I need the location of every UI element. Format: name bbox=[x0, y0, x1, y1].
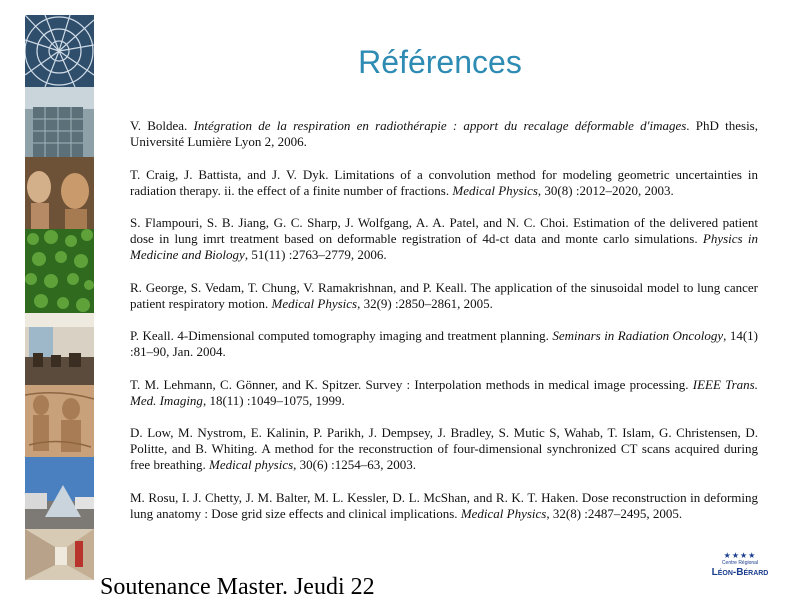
logo-name: Léon-Bérard bbox=[711, 567, 769, 578]
stone-sculpture-image bbox=[25, 157, 94, 229]
reference-item bbox=[130, 490, 758, 522]
photo-glass-atrium bbox=[25, 15, 94, 87]
slide-title: Références bbox=[358, 44, 522, 80]
stone-relief-image bbox=[25, 385, 94, 457]
photo-ivy-wall bbox=[25, 229, 94, 313]
reference-text: M. Rosu, I. J. Chetty, J. M. Balter, M. L. Kessler, D. L. McShan, and R. K. T. Haken. Dose reconstruction in deforming lung anatomy : Dose grid size effects and clinical implications. Medical Physics, 32(8) :2487–2495, 2005. bbox=[130, 489, 758, 521]
reference-text: P. Keall. 4-Dimensional computed tomography imaging and treatment planning. Seminars in Radiation Oncology, 14(1) :81–90, Jan. 2004. bbox=[130, 328, 758, 359]
reference-item bbox=[130, 425, 758, 473]
logo-stars-icon: ★★★★ bbox=[723, 551, 757, 560]
building-exterior-image bbox=[25, 457, 94, 529]
photo-strip bbox=[25, 15, 94, 580]
glass-atrium-image bbox=[25, 15, 94, 87]
footer-text: Soutenance Master. Jeudi 22 bbox=[100, 574, 375, 600]
photo-building-exterior bbox=[25, 457, 94, 529]
photo-hospital-corridor bbox=[25, 529, 94, 580]
reference-list bbox=[130, 118, 758, 538]
logo-subtitle: Centre Régional bbox=[721, 560, 759, 566]
reference-item bbox=[130, 377, 758, 409]
reference-text: S. Flampouri, S. B. Jiang, G. C. Sharp, J. Wolfgang, A. A. Patel, and N. C. Choi. Estimation of the delivered patient dose in lung imrt treatment based on deformable registration of 4d-ct data and monte carlo simulations. Physics in Medicine and Biology, 51(11) :2763–2779, 2006. bbox=[130, 215, 758, 262]
hospital-corridor-image bbox=[25, 529, 94, 580]
reference-text: V. Boldea. Intégration de la respiration en radiothérapie : apport du recalage déformable d'images. PhD thesis, Université Lumière Lyon 2, 2006. bbox=[130, 118, 758, 149]
reference-text: D. Low, M. Nystrom, E. Kalinin, P. Parikh, J. Dempsey, J. Bradley, S. Mutic S, Wahab, T. Islam, G. Christensen, D. Politte, and B. Whiting. A method for the reconstruction of four-dimensional synchronized CT scans acquired during free breathing. Medical physics, 30(6) :1254–63, 2003. bbox=[130, 425, 758, 472]
reference-text: R. George, S. Vedam, T. Chung, V. Ramakrishnan, and P. Keall. The application of the sinusoidal model to lung cancer patient respiratory motion. Medical Physics, 32(9) :2850–2861, 2005. bbox=[130, 279, 758, 311]
photo-stone-sculptures bbox=[25, 157, 94, 229]
photo-modern-building bbox=[25, 87, 94, 157]
lobby-interior-image bbox=[25, 313, 94, 385]
photo-stone-relief bbox=[25, 385, 94, 457]
modern-building-image bbox=[25, 87, 94, 157]
reference-item bbox=[130, 215, 758, 263]
logo bbox=[700, 552, 780, 592]
photo-lobby-interior bbox=[25, 313, 94, 385]
reference-item bbox=[130, 167, 758, 199]
reference-text: T. Craig, J. Battista, and J. V. Dyk. Limitations of a convolution method for modeling geometric uncertainties in radiation therapy. ii. the effect of a finite number of fractions. Medical Physics, 30(8) :2012–2020, 2003. bbox=[130, 166, 758, 198]
reference-item bbox=[130, 280, 758, 312]
reference-item bbox=[130, 118, 758, 150]
ivy-wall-image bbox=[25, 229, 94, 313]
reference-item bbox=[130, 328, 758, 360]
reference-text: T. M. Lehmann, C. Gönner, and K. Spitzer. Survey : Interpolation methods in medical image processing. IEEE Trans. Med. Imaging, 18(11) :1049–1075, 1999. bbox=[130, 376, 758, 408]
